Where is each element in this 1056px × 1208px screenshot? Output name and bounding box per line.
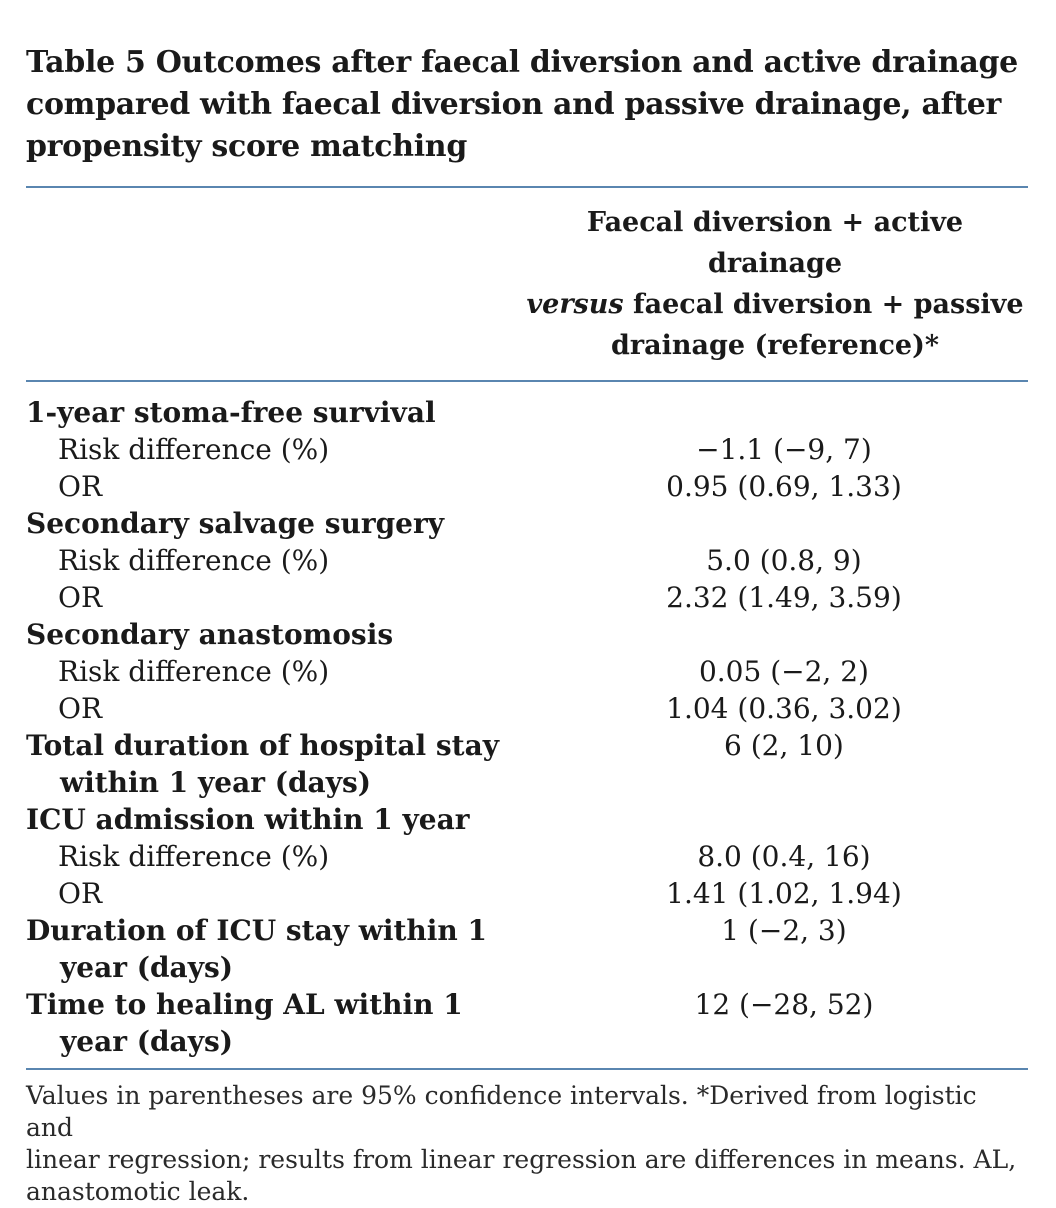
row-sublabel: OR <box>58 877 103 910</box>
row-value: 1 (−2, 3) <box>721 914 847 947</box>
table-row <box>26 838 1028 875</box>
caption-line: Table 5 Outcomes after faecal diversion and active drainage <box>26 45 1018 80</box>
row-sublabel: Risk difference (%) <box>58 433 330 466</box>
table-row <box>26 653 1028 690</box>
table-row <box>26 727 1028 801</box>
row-value <box>540 616 1028 653</box>
row-value: 8.0 (0.4, 16) <box>697 840 871 873</box>
row-group-label <box>26 505 540 542</box>
row-value: −1.1 (−9, 7) <box>696 433 872 466</box>
row-value: 6 (2, 10) <box>724 729 844 762</box>
row-group-label <box>26 727 540 801</box>
table-row <box>26 394 1028 431</box>
table-row <box>26 912 1028 986</box>
row-value: 2.32 (1.49, 3.59) <box>666 581 902 614</box>
table-row <box>26 542 1028 579</box>
row-value <box>540 394 1028 431</box>
row-group-label-text: Secondary salvage surgery <box>26 507 444 540</box>
row-group-label <box>26 394 540 431</box>
footnote-line: anastomotic leak. <box>26 1177 250 1206</box>
footnote-line: Values in parentheses are 95% confidence intervals. *Derived from logistic and <box>26 1081 977 1142</box>
column-header-line: drainage (reference)* <box>611 330 939 361</box>
row-value: 0.05 (−2, 2) <box>698 655 869 688</box>
row-group-label-continuation: year (days) <box>60 1025 233 1058</box>
row-sublabel: Risk difference (%) <box>58 544 330 577</box>
table-row <box>26 431 1028 468</box>
table-row <box>26 875 1028 912</box>
row-group-label-text: Secondary anastomosis <box>26 618 394 651</box>
row-group-label <box>26 986 540 1060</box>
row-group-label-text: Duration of ICU stay within 1 <box>26 914 488 947</box>
caption-line: propensity score matching <box>26 129 467 164</box>
table-row <box>26 468 1028 505</box>
row-value: 0.95 (0.69, 1.33) <box>666 470 902 503</box>
row-value: 5.0 (0.8, 9) <box>706 544 862 577</box>
row-value: 1.41 (1.02, 1.94) <box>666 877 902 910</box>
row-group-label-continuation: within 1 year (days) <box>60 766 371 799</box>
row-sublabel: Risk difference (%) <box>58 840 330 873</box>
table-row <box>26 690 1028 727</box>
row-sublabel: OR <box>58 692 103 725</box>
table-caption <box>26 42 1028 168</box>
table-body <box>26 394 1028 1060</box>
column-header-line: Faecal diversion + active drainage <box>586 207 964 279</box>
footnote-line: linear regression; results from linear regression are differences in means. AL, <box>26 1145 1017 1174</box>
table-row <box>26 579 1028 616</box>
header-rule <box>26 380 1028 382</box>
row-sublabel: OR <box>58 581 103 614</box>
row-sublabel: Risk difference (%) <box>58 655 330 688</box>
column-header-line: faecal diversion + passive <box>623 289 1024 320</box>
row-group-label-text: Time to healing AL within 1 <box>26 988 463 1021</box>
row-value: 12 (−28, 52) <box>694 988 874 1021</box>
bottom-rule <box>26 1068 1028 1070</box>
table-row <box>26 801 1028 838</box>
row-value: 1.04 (0.36, 3.02) <box>666 692 902 725</box>
row-group-label <box>26 616 540 653</box>
table-container <box>26 42 1028 1208</box>
row-value <box>540 801 1028 838</box>
row-group-label <box>26 801 540 838</box>
table-footnote <box>26 1080 1028 1208</box>
row-group-label-text: ICU admission within 1 year <box>26 803 470 836</box>
row-sublabel: OR <box>58 470 103 503</box>
outcomes-table <box>26 394 1028 1060</box>
column-header-italic: versus <box>526 289 624 320</box>
row-value <box>540 505 1028 542</box>
table-row <box>26 505 1028 542</box>
row-group-label-continuation: year (days) <box>60 951 233 984</box>
row-group-label-text: 1-year stoma-free survival <box>26 396 436 429</box>
table-row <box>26 986 1028 1060</box>
table-row <box>26 616 1028 653</box>
row-group-label <box>26 912 540 986</box>
caption-line: compared with faecal diversion and passive drainage, after <box>26 87 1002 122</box>
column-header <box>522 188 1028 380</box>
row-group-label-text: Total duration of hospital stay <box>26 729 499 762</box>
